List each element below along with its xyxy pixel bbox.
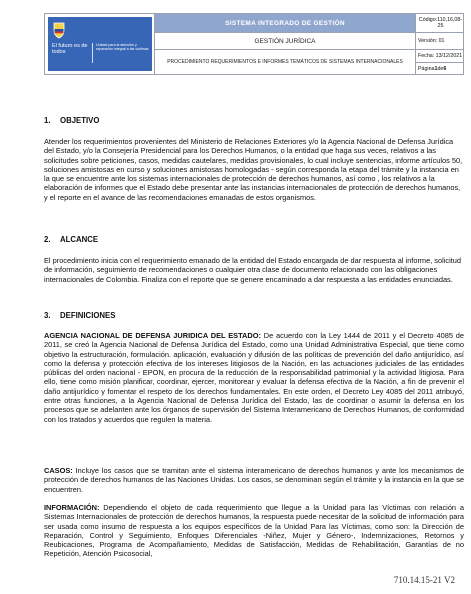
definition-text: Dependiendo el objeto de cada requerimiento que llegue a la Unidad para las Víctimas con relación a Sistemas Internacionales de protección de derechos humanos, la respuesta puede necesitar de la solicitud de información para ser usada como insumo de respuesta a los equipos específicos de la Unidad Para las Víctimas, como son: la Dirección de Reparación, Control y Seguimiento, Enfoques Diferenciales -Niñez, Mujer y Género-, Indemnizaciones, Retornos y Reubicaciones, Programa de Acompañamiento, Medidas de Satisfacción, Medidas de Rehabilitación, Garantías de no Repetición, Atención Psicosocial,	[44, 503, 464, 559]
document-code: Código:110,16,08-25	[415, 13, 464, 33]
procedure-title: PROCEDIMIENTO REQUERIMIENTOS E INFORMES TEMÁTICOS DE SISTEMAS INTERNACIONALES	[154, 49, 416, 75]
section-number: 1.	[44, 116, 51, 125]
document-header	[44, 13, 464, 75]
system-title: SISTEMA INTEGRADO DE GESTIÓN	[154, 13, 416, 33]
section-title: ALCANCE	[60, 235, 99, 244]
definition-term: AGENCIA NACIONAL DE DEFENSA JURIDICA DEL ESTADO:	[44, 331, 261, 340]
document-version: Versión: 01	[415, 32, 464, 50]
page-total: 6	[443, 65, 447, 72]
logo-right-text: Unidad para la atención y reparación integral a las víctimas	[96, 43, 149, 52]
section-number: 2.	[44, 235, 51, 244]
logo-box	[44, 13, 155, 75]
footer-document-code: 710.14.15-21 V2	[393, 575, 455, 585]
logo-left-text: El futuro es de todos	[52, 43, 88, 55]
document-date: Fecha: 13/12/2021	[415, 49, 464, 63]
objetivo-paragraph: Atender los requerimientos provenientes del Ministerio de Relaciones Exteriores y/o la Agencia Nacional de Defensa Jurídica del Estado, y/o la Consejería Presidencial para los Derechos Humanos, o la entidad que haga sus veces, relativos a las solicitudes sobre peticiones, casos, medidas cautelares, medidas provisionales, lo cual incluye sentencias, informe artículos 50, soluciones amistosas en curso y soluciones amistosas homologadas - según corresponda la etapa del trámite y la instancia en la que se encuentre ante los sistemas internacionales de protección de derechos humanos, así como , los relativos a la elaboración de informes que el Estado debe presentar ante las instancias internacionales de protección de derechos humanos, y el reporte en el avance de las recomendaciones emanadas de estos organismos.	[44, 137, 463, 202]
section-heading-alcance	[44, 235, 98, 244]
definition-casos	[44, 466, 464, 494]
definition-informacion	[44, 503, 464, 559]
definition-text: Incluye los casos que se tramitan ante el sistema interamericano de derechos humanos y ante los mecanismos de protección de derechos humanos de las Naciones Unidas. Los casos, se denominan según el trámite y la instancia en la que se encuentren.	[44, 466, 464, 494]
section-heading-definiciones	[44, 311, 115, 320]
definition-text: De acuerdo con la Ley 1444 de 2011 y el Decreto 4085 de 2011, se creó la Agencia Nacional de Defensa Jurídica del Estado, como una Unidad Administrativa Especial, que tiene como objetivo la estructuración, formulación. aplicación, evaluación y difusión de las políticas de prevención del daño antijurídico, así como la defensa y protección efectiva de los intereses litigiosos de la Nación, en las actuaciones judiciales de las entidades públicas del orden nacional - EPON, en procura de la reducción de la responsabilidad patrimonial y la actividad litigiosa. Para ello, tiene como misión planificar, coordinar, ejercer, monitorear y evaluar la defensa efectiva de la Nación, a fin de prevenir el daño antijurídico y fomentar el respeto de los derechos fundamentales. En este orden, el Decreto Ley 4085 del 2011 atribuyó, entre otras funciones, a la Agencia Nacional de Defensa Jurídica del Estado, las de coordinar o asumir la defensa en los procesos que se adelanten ante los órganos de supervisión del Sistema Interamericano de Derechos Humanos, de conformidad con los tratados y acuerdos que regulen la materia.	[44, 331, 464, 424]
page-prefix: Página	[418, 65, 435, 72]
page-number: 1	[434, 65, 438, 72]
area-title: GESTIÓN JURÍDICA	[154, 32, 416, 50]
page-indicator	[415, 62, 464, 75]
section-number: 3.	[44, 311, 51, 320]
section-heading-objetivo	[44, 116, 99, 125]
page-of: de	[437, 65, 444, 72]
alcance-paragraph: El procedimiento inicia con el requerimiento emanado de la entidad del Estado encargada de dar respuesta al informe, solicitud de información, seguimiento de recomendaciones o cualquier otra clase de documento relacionado con las obligaciones internacionales de Colombia. Finaliza con el reporte que se genere encaminado a dar respuesta a las entidades enunciadas.	[44, 256, 462, 284]
logo-divider	[92, 43, 93, 63]
coat-of-arms-icon	[52, 21, 66, 39]
definition-term: INFORMACIÓN:	[44, 503, 100, 512]
section-title: DEFINICIONES	[60, 311, 116, 320]
definition-agencia	[44, 331, 464, 424]
section-title: OBJETIVO	[60, 116, 100, 125]
definition-term: CASOS:	[44, 466, 73, 475]
institution-logo	[48, 17, 152, 71]
